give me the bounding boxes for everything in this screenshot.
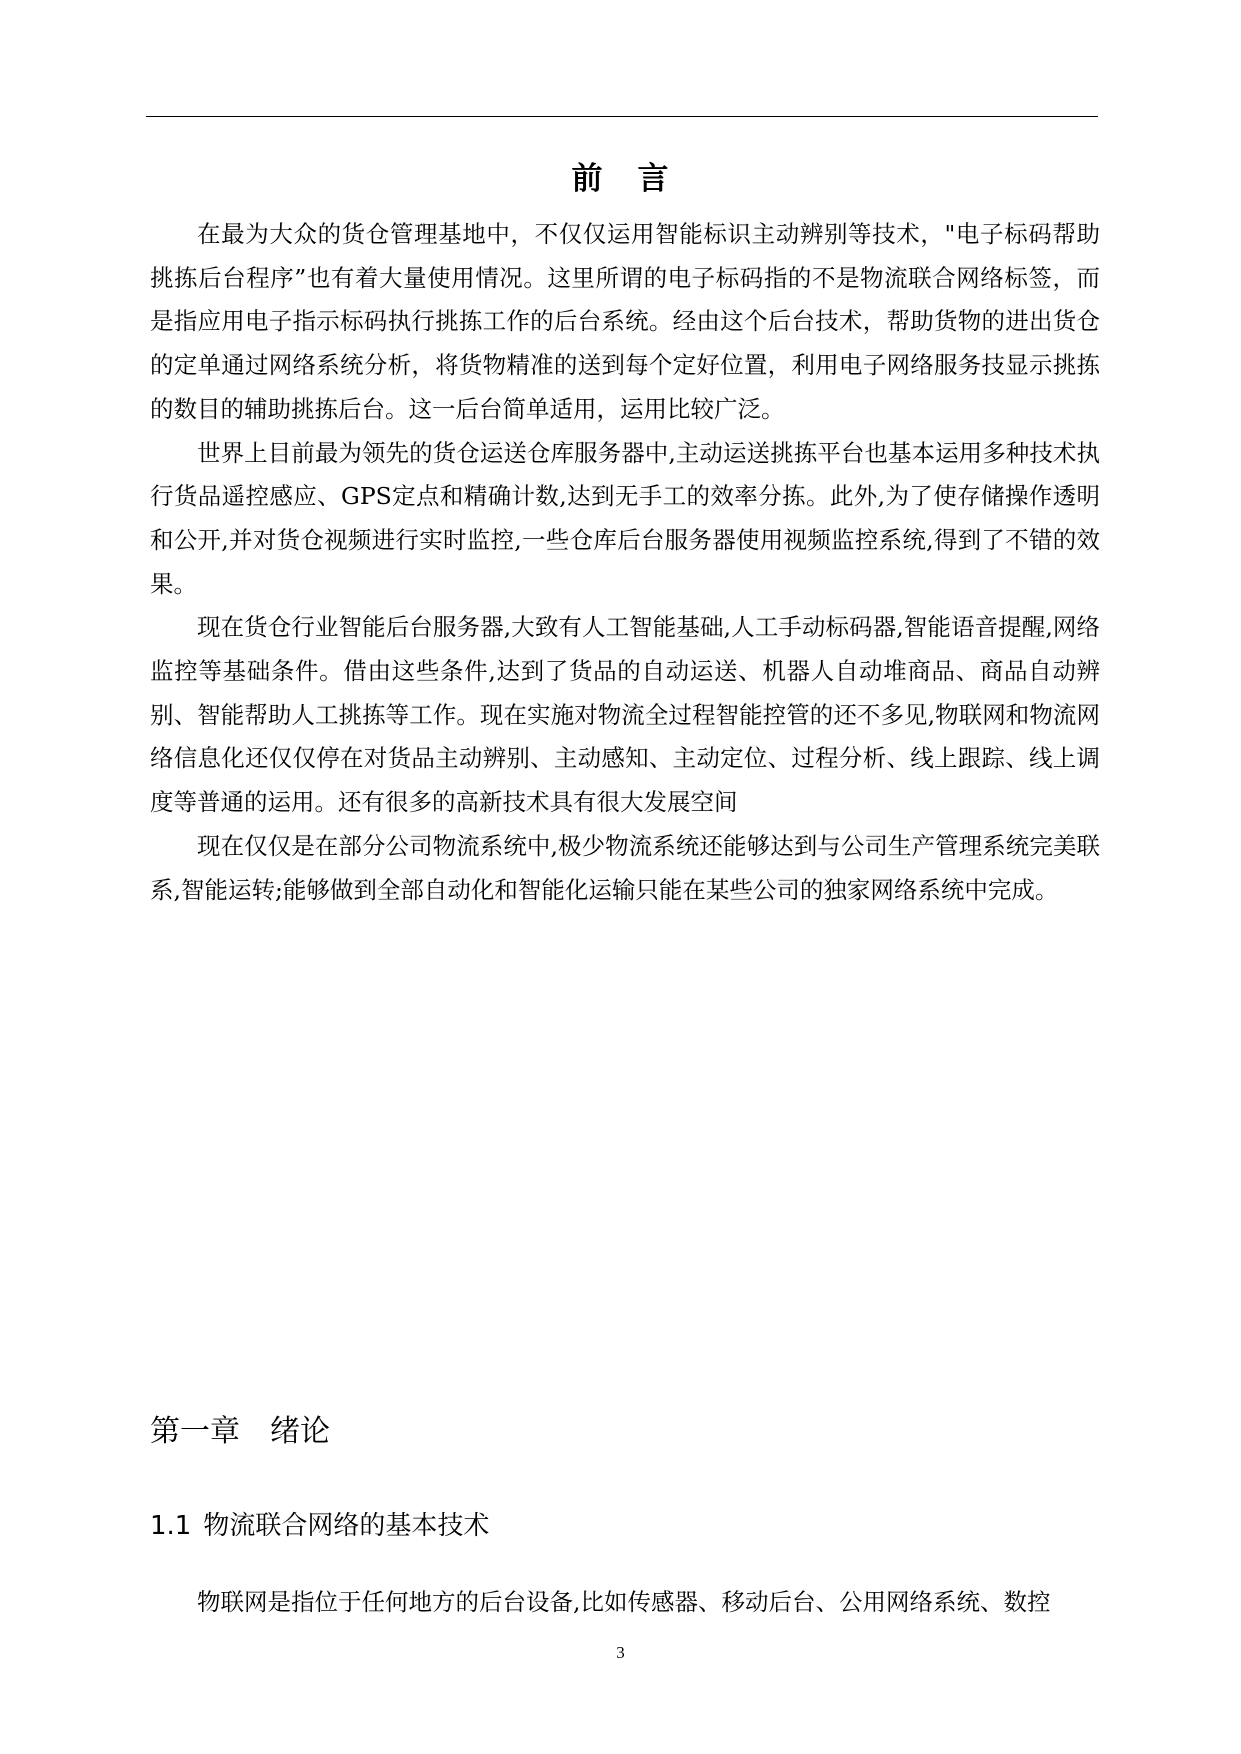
section-body — [150, 1581, 1100, 1625]
preface-body — [150, 213, 1100, 912]
preface-paragraph-4: 现在仅仅是在部分公司物流系统中,极少物流系统还能够达到与公司生产管理系统完美联系,智能运转;能够做到全部自动化和智能化运输只能在某些公司的独家网络系统中完成。 — [150, 831, 1101, 904]
section-title: 物流联合网络的基本技术 — [203, 1511, 490, 1541]
preface-title-char-1: 前 — [571, 160, 604, 197]
preface-title-char-2: 言 — [637, 160, 670, 197]
preface-title — [0, 155, 1241, 203]
preface-paragraph-1: 在最为大众的货仓管理基地中，不仅仅运用智能标识主动辨别等技术，"电子标码帮助挑拣后台程序”也有着大量使用情况。这里所谓的电子标码指的不是物流联合网络标签，而是指应用电子指示标码执行挑拣工作的后台系统。经由这个后台技术，帮助货物的进出货仓的定单通过网络系统分析，将货物精准的送到每个定好位置，利用电子网络服务技显示挑拣的数目的辅助挑拣后台。这一后台简单适用，运用比较广泛。 — [150, 220, 1100, 423]
chapter-heading — [150, 1407, 330, 1457]
header-rule — [146, 116, 1098, 117]
preface-paragraph-3: 现在货仓行业智能后台服务器,大致有人工智能基础,人工手动标码器,智能语音提醒,网络监控等基础条件。借由这些条件,达到了货品的自动运送、机器人自动堆商品、商品自动辨别、智能帮助人工挑拣等工作。现在实施对物流全过程智能控管的还不多见,物联网和物流网络信息化还仅仅停在对货品主动辨别、主动感知、主动定位、过程分析、线上跟踪、线上调度等普通的运用。还有很多的高新技术具有很大发展空间 — [150, 613, 1100, 817]
section-paragraph-1: 物联网是指位于任何地方的后台设备,比如传感器、移动后台、公用网络系统、数控 — [197, 1588, 1051, 1616]
page-number: 3 — [616, 1643, 625, 1662]
preface-paragraph-2: 世界上目前最为领先的货仓运送仓库服务器中,主动运送挑拣平台也基本运用多种技术执行货品遥控感应、GPS定点和精确计数,达到无手工的效率分拣。此外,为了使存储操作透明和公开,并对货仓视频进行实时监控,一些仓库后台服务器使用视频监控系统,得到了不错的效果。 — [150, 438, 1100, 598]
section-heading — [150, 1505, 489, 1547]
chapter-label: 第一章 — [150, 1414, 240, 1449]
section-number: 1.1 — [150, 1511, 192, 1541]
chapter-title: 绪论 — [270, 1414, 330, 1449]
